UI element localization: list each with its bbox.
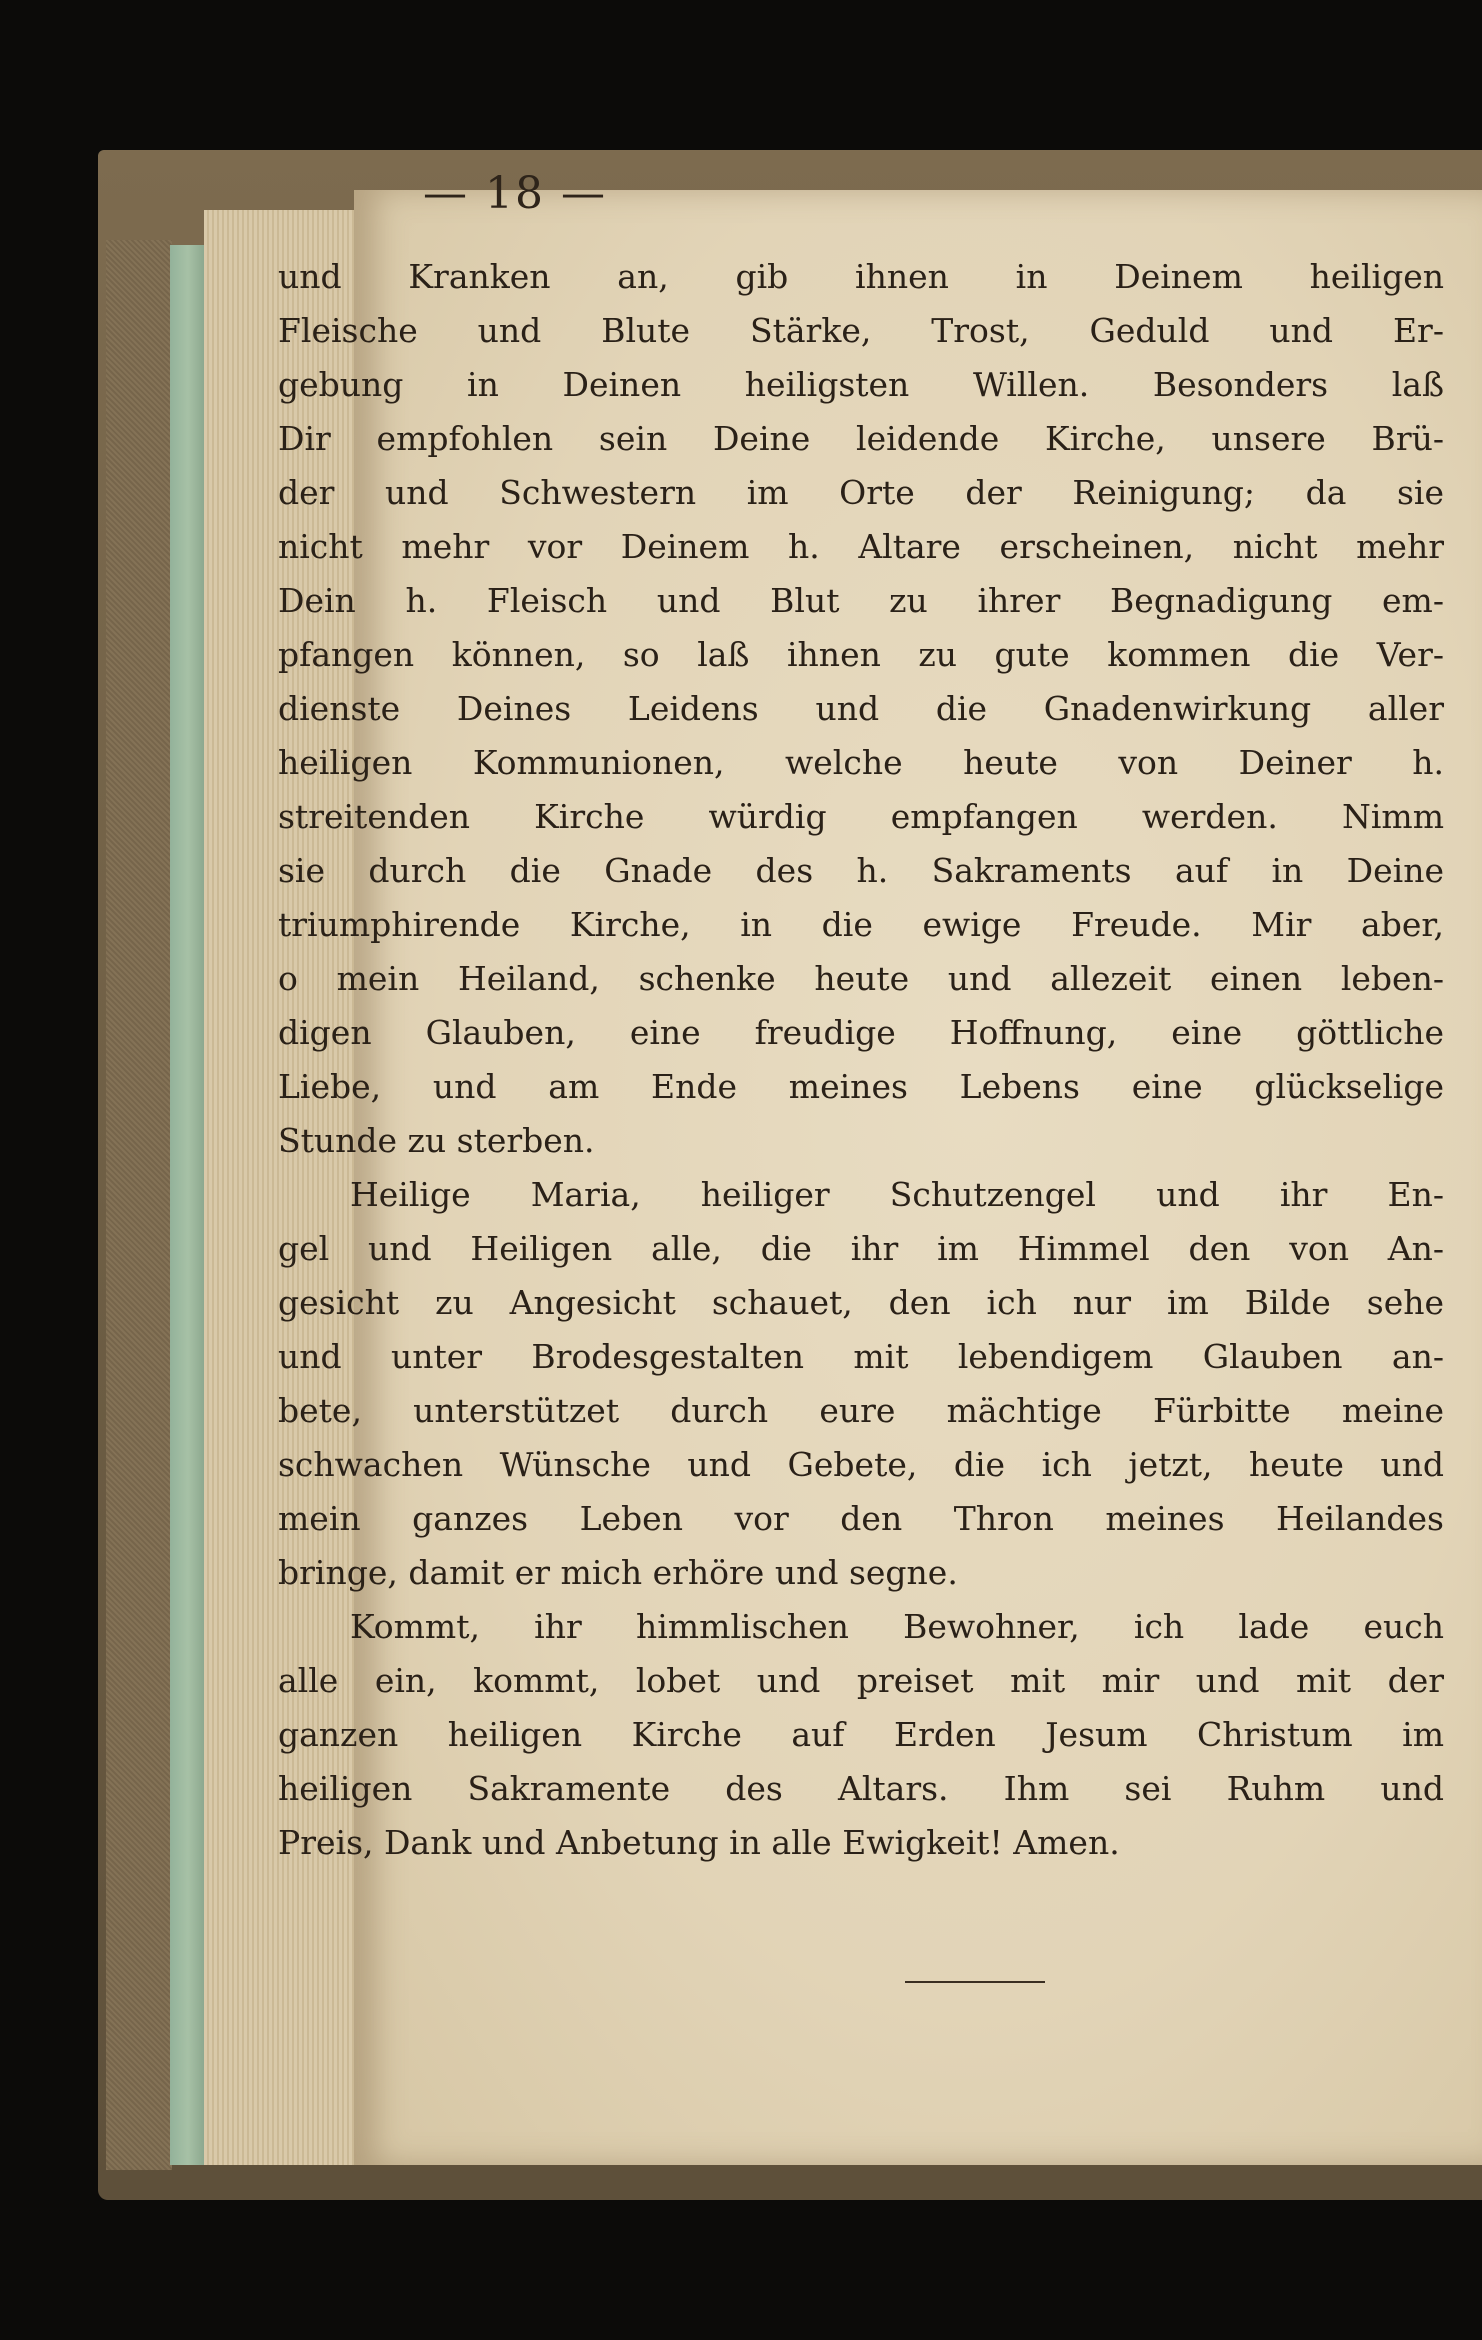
text-line: gel und Heiligen alle, die ihr im Himmel den von An-: [278, 1229, 1444, 1268]
text-line: gesicht zu Angesicht schauet, den ich nur im Bilde sehe: [278, 1283, 1444, 1322]
text-line: gebung in Deinen heiligsten Willen. Besonders laß: [278, 365, 1444, 404]
page-body-text: [278, 250, 1444, 1910]
text-line: Stunde zu sterben.: [278, 1121, 595, 1160]
text-line: der und Schwestern im Orte der Reinigung; da sie: [278, 473, 1444, 512]
text-line: streitenden Kirche würdig empfangen werden. Nimm: [278, 797, 1444, 836]
text-line: und Kranken an, gib ihnen in Deinem heiligen: [278, 257, 1444, 296]
text-line: Dein h. Fleisch und Blut zu ihrer Begnadigung em-: [278, 581, 1444, 620]
end-rule: [905, 1981, 1045, 1983]
text-line: ganzen heiligen Kirche auf Erden Jesum Christum im: [278, 1715, 1444, 1754]
text-line: triumphirende Kirche, in die ewige Freude. Mir aber,: [278, 905, 1444, 944]
spine-cloth: [106, 240, 172, 2170]
text-line: Liebe, und am Ende meines Lebens eine glückselige: [278, 1067, 1444, 1106]
text-line: bringe, damit er mich erhöre und segne.: [278, 1553, 958, 1592]
text-line: heiligen Kommunionen, welche heute von Deiner h.: [278, 743, 1444, 782]
text-line: dienste Deines Leidens und die Gnadenwirkung aller: [278, 689, 1444, 728]
text-line: heiligen Sakramente des Altars. Ihm sei Ruhm und: [278, 1769, 1444, 1808]
text-line: sie durch die Gnade des h. Sakraments auf in Deine: [278, 851, 1444, 890]
text-line: mein ganzes Leben vor den Thron meines Heilandes: [278, 1499, 1444, 1538]
text-line: nicht mehr vor Deinem h. Altare erscheinen, nicht mehr: [278, 527, 1444, 566]
text-line: digen Glauben, eine freudige Hoffnung, eine göttliche: [278, 1013, 1444, 1052]
text-line: Kommt, ihr himmlischen Bewohner, ich lade euch: [350, 1607, 1444, 1646]
text-line: o mein Heiland, schenke heute und allezeit einen leben-: [278, 959, 1444, 998]
text-line: Heilige Maria, heiliger Schutzengel und ihr En-: [350, 1175, 1444, 1214]
text-line: schwachen Wünsche und Gebete, die ich jetzt, heute und: [278, 1445, 1444, 1484]
text-line: Fleische und Blute Stärke, Trost, Geduld und Er-: [278, 311, 1444, 350]
page-number: — 18 —: [423, 168, 607, 219]
text-line: pfangen können, so laß ihnen zu gute kommen die Ver-: [278, 635, 1444, 674]
text-line: bete, unterstützet durch eure mächtige Fürbitte meine: [278, 1391, 1444, 1430]
text-line: Dir empfohlen sein Deine leidende Kirche, unsere Brü-: [278, 419, 1444, 458]
text-line: und unter Brodesgestalten mit lebendigem Glauben an-: [278, 1337, 1444, 1376]
text-line: Preis, Dank und Anbetung in alle Ewigkeit! Amen.: [278, 1823, 1120, 1862]
green-endpaper: [170, 245, 206, 2165]
text-line: alle ein, kommt, lobet und preiset mit mir und mit der: [278, 1661, 1444, 1700]
